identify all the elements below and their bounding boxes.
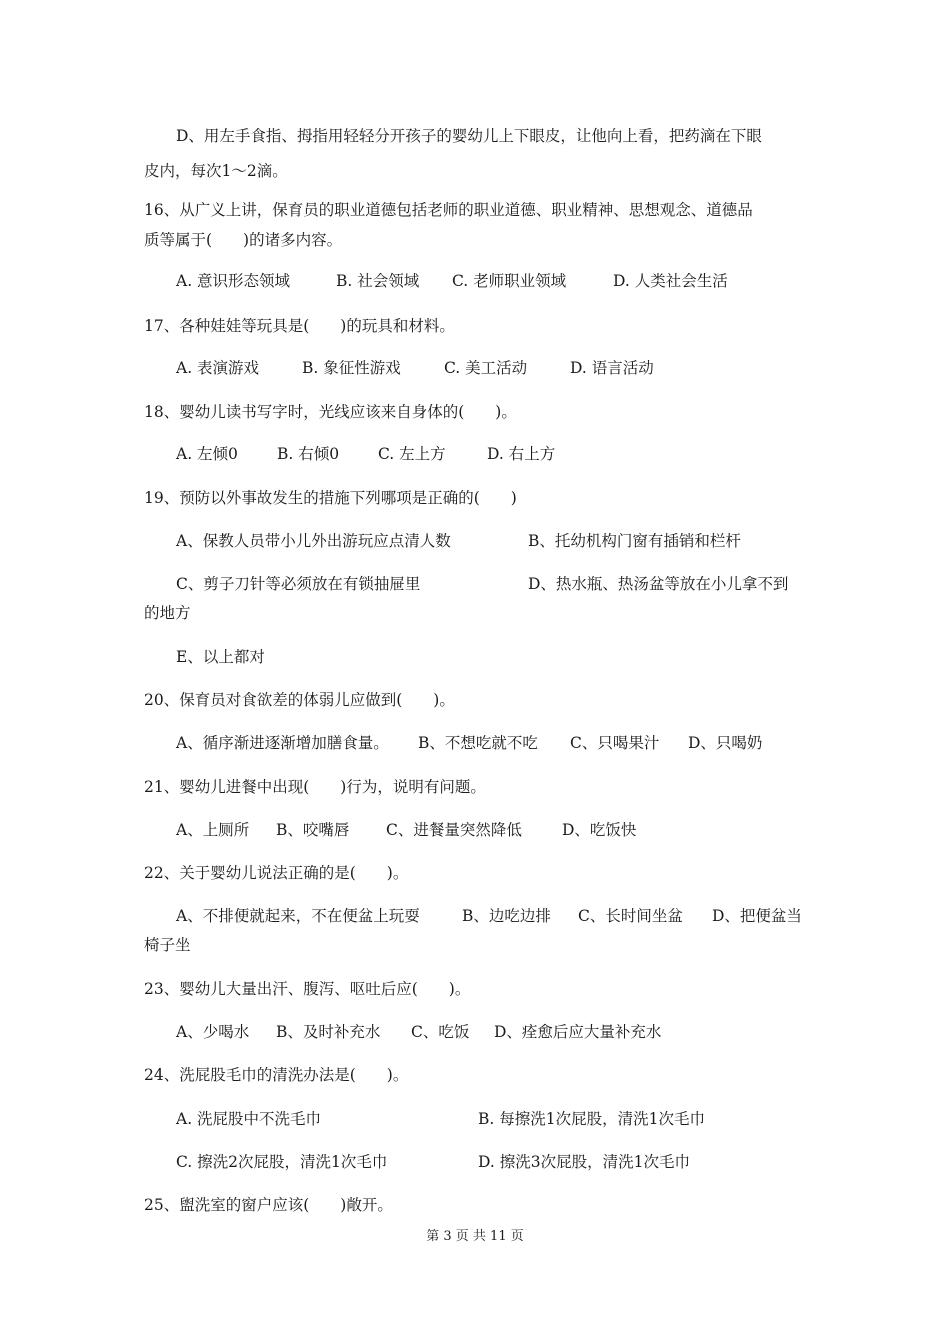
q19-option-d-line2: 的地方	[144, 604, 191, 622]
q24-option-d: D. 擦洗3次屁股，清洗1次毛巾	[478, 1153, 690, 1171]
q24-stem: 24、洗屁股毛巾的清洗办法是( )。	[144, 1066, 409, 1084]
q20-option-b: B、不想吃就不吃	[418, 734, 538, 752]
q23-stem: 23、婴幼儿大量出汗、腹泻、呕吐后应( )。	[144, 980, 471, 998]
q21-option-b: B、咬嘴唇	[276, 821, 350, 839]
q16-stem-line1: 16、从广义上讲，保育员的职业道德包括老师的职业道德、职业精神、思想观念、道德品	[144, 201, 753, 219]
q17-stem: 17、各种娃娃等玩具是( )的玩具和材料。	[144, 317, 455, 335]
q23-option-b: B、及时补充水	[276, 1023, 381, 1041]
q19-stem: 19、预防以外事故发生的措施下列哪项是正确的( )	[144, 489, 517, 507]
q24-option-b: B. 每擦洗1次屁股，清洗1次毛巾	[478, 1110, 705, 1128]
q16-option-b: B. 社会领域	[336, 272, 420, 290]
q19-option-e: E、以上都对	[176, 648, 265, 666]
q20-stem: 20、保育员对食欲差的体弱儿应做到( )。	[144, 691, 455, 709]
q24-option-c: C. 擦洗2次屁股，清洗1次毛巾	[176, 1153, 388, 1171]
q20-option-d: D、只喝奶	[688, 734, 763, 752]
q17-option-b: B. 象征性游戏	[302, 359, 401, 377]
q17-option-d: D. 语言活动	[570, 359, 654, 377]
q18-stem: 18、婴幼儿读书写字时，光线应该来自身体的( )。	[144, 403, 517, 421]
q22-option-a: A、不排便就起来，不在便盆上玩耍	[176, 907, 420, 925]
q22-stem: 22、关于婴幼儿说法正确的是( )。	[144, 864, 409, 882]
q22-option-d: D、把便盆当	[712, 907, 802, 925]
q15-option-d-line1: D、用左手食指、拇指用轻轻分开孩子的婴幼儿上下眼皮，让他向上看，把药滴在下眼	[176, 127, 762, 145]
q19-option-d-line1: D、热水瓶、热汤盆等放在小儿拿不到	[528, 575, 789, 593]
q21-option-c: C、进餐量突然降低	[386, 821, 522, 839]
q18-option-b: B. 右倾0	[277, 445, 340, 463]
q18-option-a: A. 左倾0	[176, 445, 238, 463]
q21-option-a: A、上厕所	[176, 821, 250, 839]
q17-option-a: A. 表演游戏	[176, 359, 260, 377]
q18-option-d: D. 右上方	[487, 445, 556, 463]
q21-stem: 21、婴幼儿进餐中出现( )行为，说明有问题。	[144, 778, 486, 796]
q21-option-d: D、吃饭快	[562, 821, 637, 839]
q19-option-a: A、保教人员带小儿外出游玩应点清人数	[176, 532, 451, 550]
q19-option-b: B、托幼机构门窗有插销和栏杆	[528, 532, 741, 550]
q23-option-d: D、痊愈后应大量补充水	[494, 1023, 662, 1041]
q22-option-d-line2: 椅子坐	[144, 936, 191, 954]
q19-option-c: C、剪子刀针等必须放在有锁抽屉里	[176, 575, 421, 593]
q23-option-a: A、少喝水	[176, 1023, 250, 1041]
q22-option-b: B、边吃边排	[462, 907, 551, 925]
q17-option-c: C. 美工活动	[444, 359, 528, 377]
q16-option-d: D. 人类社会生活	[613, 272, 728, 290]
q16-stem-line2: 质等属于( )的诸多内容。	[144, 231, 343, 249]
page-number: 第 3 页 共 11 页	[426, 1229, 524, 1244]
q16-option-c: C. 老师职业领域	[452, 272, 567, 290]
q22-option-c: C、长时间坐盆	[578, 907, 683, 925]
q25-stem: 25、盥洗室的窗户应该( )敞开。	[144, 1196, 393, 1214]
q20-option-c: C、只喝果汁	[570, 734, 660, 752]
q20-option-a: A、循序渐进逐渐增加膳食量。	[176, 734, 389, 752]
q18-option-c: C. 左上方	[378, 445, 446, 463]
q16-option-a: A. 意识形态领域	[176, 272, 291, 290]
q15-option-d-line2: 皮内，每次1～2滴。	[144, 162, 288, 180]
q24-option-a: A. 洗屁股中不洗毛巾	[176, 1110, 322, 1128]
q23-option-c: C、吃饭	[411, 1023, 470, 1041]
